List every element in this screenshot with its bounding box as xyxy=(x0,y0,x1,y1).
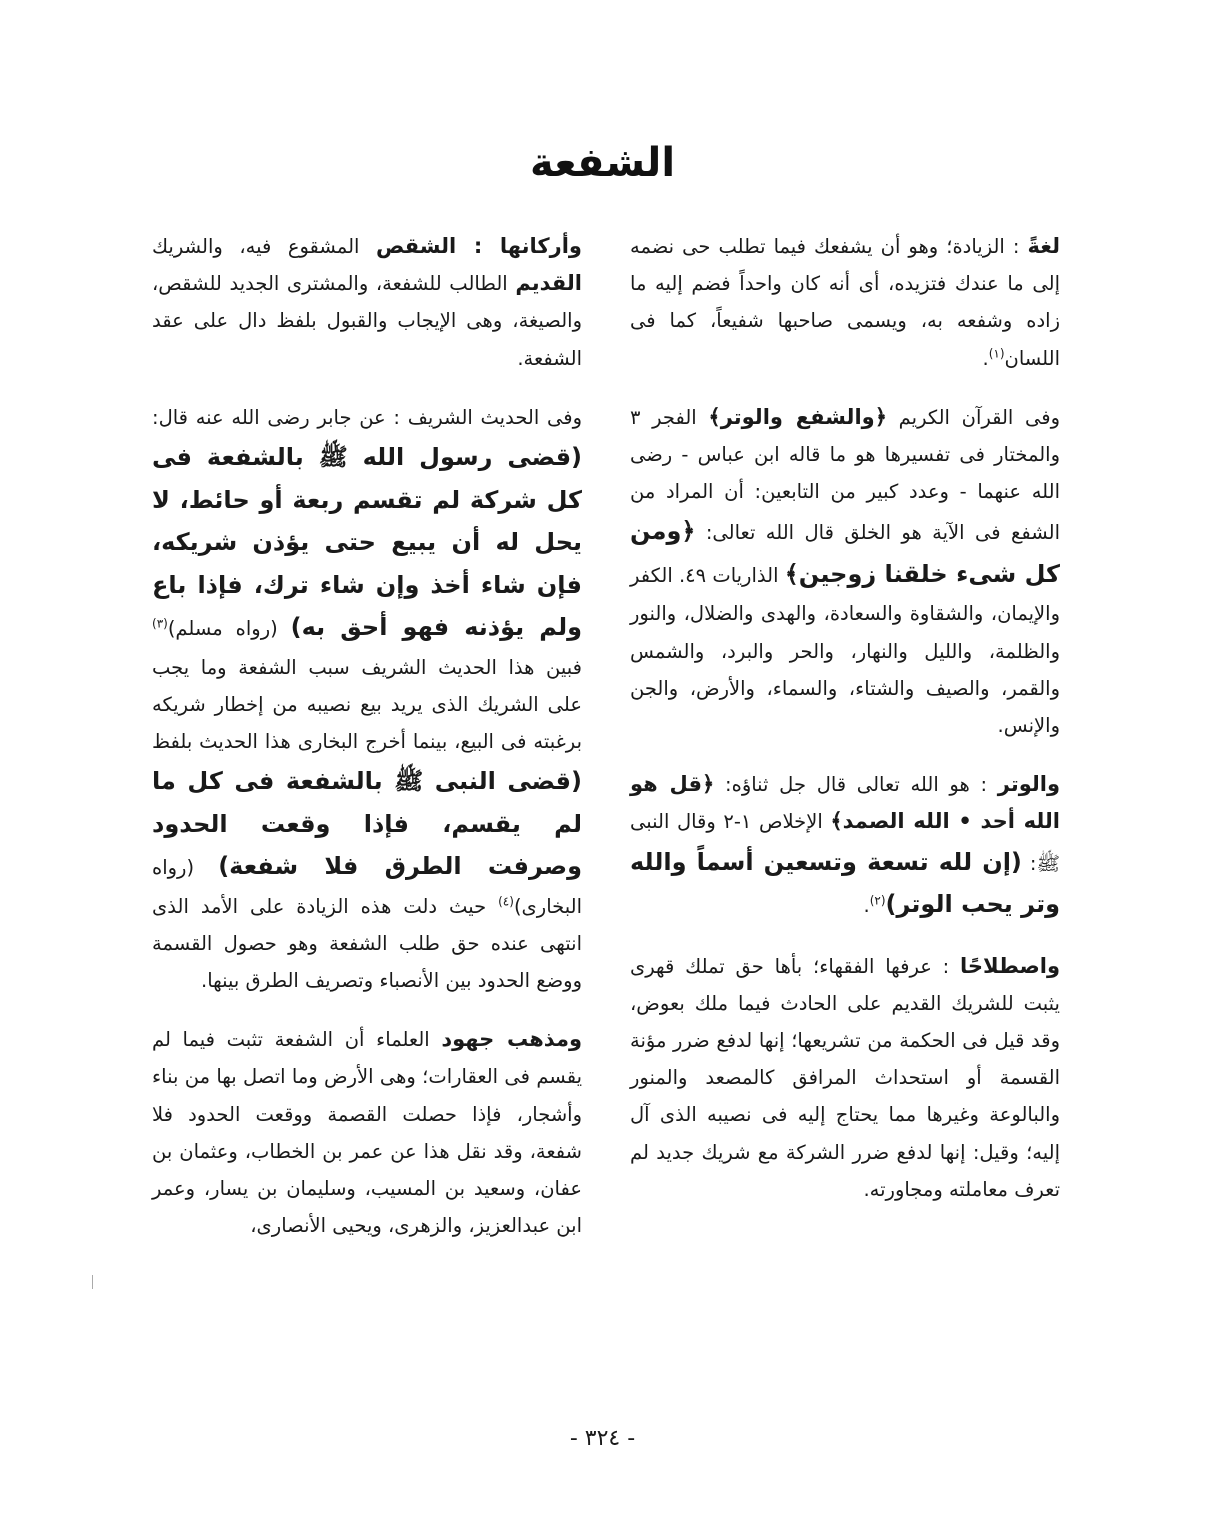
paragraph-text: وفى الحديث الشريف : عن جابر رضى الله عنه قال: xyxy=(152,405,582,429)
paragraph-hadith xyxy=(152,399,582,999)
term-istilahan: واصطلاحًا xyxy=(960,953,1060,978)
paragraph-text: العلماء أن الشفعة تثبت فيما لم يقسم فى العقارات؛ وهى الأرض وما اتصل بها من بناء وأشجار، فإذا حصلت القصمة ووقعت الحدود فلا شفعة، وقد نقل هذا عن عمر بن الخطاب، وعثمان بن عفان، وسعيد بن المسيب، وسليمان بن يسار، وعمر ابن عبدالعزيز، والزهرى، ويحيى الأنصارى، xyxy=(152,1028,582,1238)
margin-mark xyxy=(92,1275,93,1289)
paragraph-madhhab xyxy=(152,1021,582,1244)
term-lugha: لغةً xyxy=(1027,234,1060,258)
paragraph-text: وفى القرآن الكريم xyxy=(887,405,1060,429)
paragraph-quran xyxy=(630,399,1060,744)
paragraph-text: الإخلاص ١-٢ وقال النبى ﷺ: xyxy=(630,810,1060,875)
paragraph-text: : الزيادة؛ وهو أن يشفعك فيما تطلب حى نضمه إلى ما عندك فتزيده، أى أنه كان واحداً فضم إليه ما زاده وشفعه به، ويسمى صاحبها شفيعاً، كما فى اللسان xyxy=(630,235,1060,370)
term-qadim: القديم xyxy=(515,271,582,296)
footnote-ref[interactable]: (١) xyxy=(988,346,1005,361)
footnote-ref[interactable]: (٤) xyxy=(498,894,514,909)
quran-quote: ﴿قل هو الله أحد • الله الصمد﴾ xyxy=(630,772,1060,834)
footnote-ref[interactable]: (٣) xyxy=(152,616,168,631)
page-number: - ٣٢٤ - xyxy=(569,1426,636,1451)
paragraph-text: الفجر ٣ والمختار فى تفسيرها هو ما قاله ابن عباس - رضى الله عنهما - وعدد كبير من التابعين: أن المراد من الشفع فى الآية هو الخلق قال الله تعالى: xyxy=(630,405,1060,545)
left-column xyxy=(152,228,582,1266)
quran-quote: ﴿ومن كل شىء خلقنا زوجين﴾ xyxy=(630,517,1060,588)
paragraph-text: (رواه مسلم) xyxy=(167,617,291,641)
paragraph-text: الطالب للشفعة، والمشترى الجديد للشقص، والصيغة، وهى الإيجاب والقبول بلفظ دال على عقد الشفعة. xyxy=(152,272,582,370)
paragraph-arkan xyxy=(152,228,582,377)
term-arkan: وأركانها : الشقص xyxy=(375,234,582,258)
hadith-quote: (قضى النبى ﷺ بالشفعة فى كل ما لم يقسم، فإذا وقعت الحدود وصرفت الطرق فلا شفعة) xyxy=(152,767,582,881)
right-column xyxy=(630,228,1060,1230)
paragraph-lugha xyxy=(630,228,1060,377)
paragraph-text: فبين هذا الحديث الشريف سبب الشفعة وما يجب على الشريك الذى يريد بيع نصيبه من إخطار شريكه برغبته فى البيع، بينما أخرج البخارى هذا الحديث بلفظ xyxy=(152,655,582,753)
paragraph-text: حيث دلت هذه الزيادة على الأمد الذى انتهى عنده حق طلب الشفعة وهو حصول القسمة ووضع الحدود بين الأنصباء وتصريف الطرق بينها. xyxy=(152,894,582,993)
paragraph-text: (رواه البخارى) xyxy=(152,856,582,918)
paragraph-text: : هو الله تعالى قال جل ثناؤه: xyxy=(714,773,998,797)
paragraph-witr xyxy=(630,766,1060,925)
paragraph-text: المشقوع فيه، والشريك xyxy=(152,235,376,258)
footnote-ref[interactable]: (٢) xyxy=(869,893,886,908)
hadith-quote: (إن لله تسعة وتسعين أسماً والله وتر يحب الوتر) xyxy=(630,847,1060,919)
term-witr: والوتر xyxy=(997,772,1061,797)
hadith-quote: (قضى رسول الله ﷺ بالشفعة فى كل شركة لم تقسم ربعة أو حائط، لا يحل له أن يبيع حتى يؤذن شريكه، فإن شاء أخذ وإن شاء ترك، فإذا باع ولم يؤذنه فهو أحق به) xyxy=(152,443,582,642)
paragraph-text: الذاريات ٤٩. الكفر والإيمان، والشقاوة والسعادة، والهدى والضلال، والنور والظلمة، والليل والنهار، والحر والبرد، والشمس والقمر، والصيف والشتاء، والسماء، والأرض، والجن والإنس. xyxy=(630,563,1060,738)
paragraph-text: : عرفها الفقهاء؛ بأها حق تملك قهرى يثبت للشريك القديم على الحادث فيما ملك بعوض، وقد قيل فى الحكمة من تشريعها؛ إنها لدفع ضرر مؤنة القسمة أو استحداث المرافق كالمصعد والمنور والبالوعة وغيرها مما يحتاج إليه فى نصيبه الذى آل إليه؛ وقيل: إنها لدفع ضرر الشركة مع شريك جديد لم تعرف معاملته ومجاورته. xyxy=(630,954,1060,1201)
term-madhhab: ومذهب جهود xyxy=(441,1027,582,1052)
page-title: الشفعة xyxy=(529,140,676,186)
quran-quote: ﴿والشفع والوتر﴾ xyxy=(708,404,887,429)
paragraph-istilahan xyxy=(630,948,1060,1208)
paragraph-text: . xyxy=(863,894,870,918)
paragraph-text: . xyxy=(982,346,989,370)
